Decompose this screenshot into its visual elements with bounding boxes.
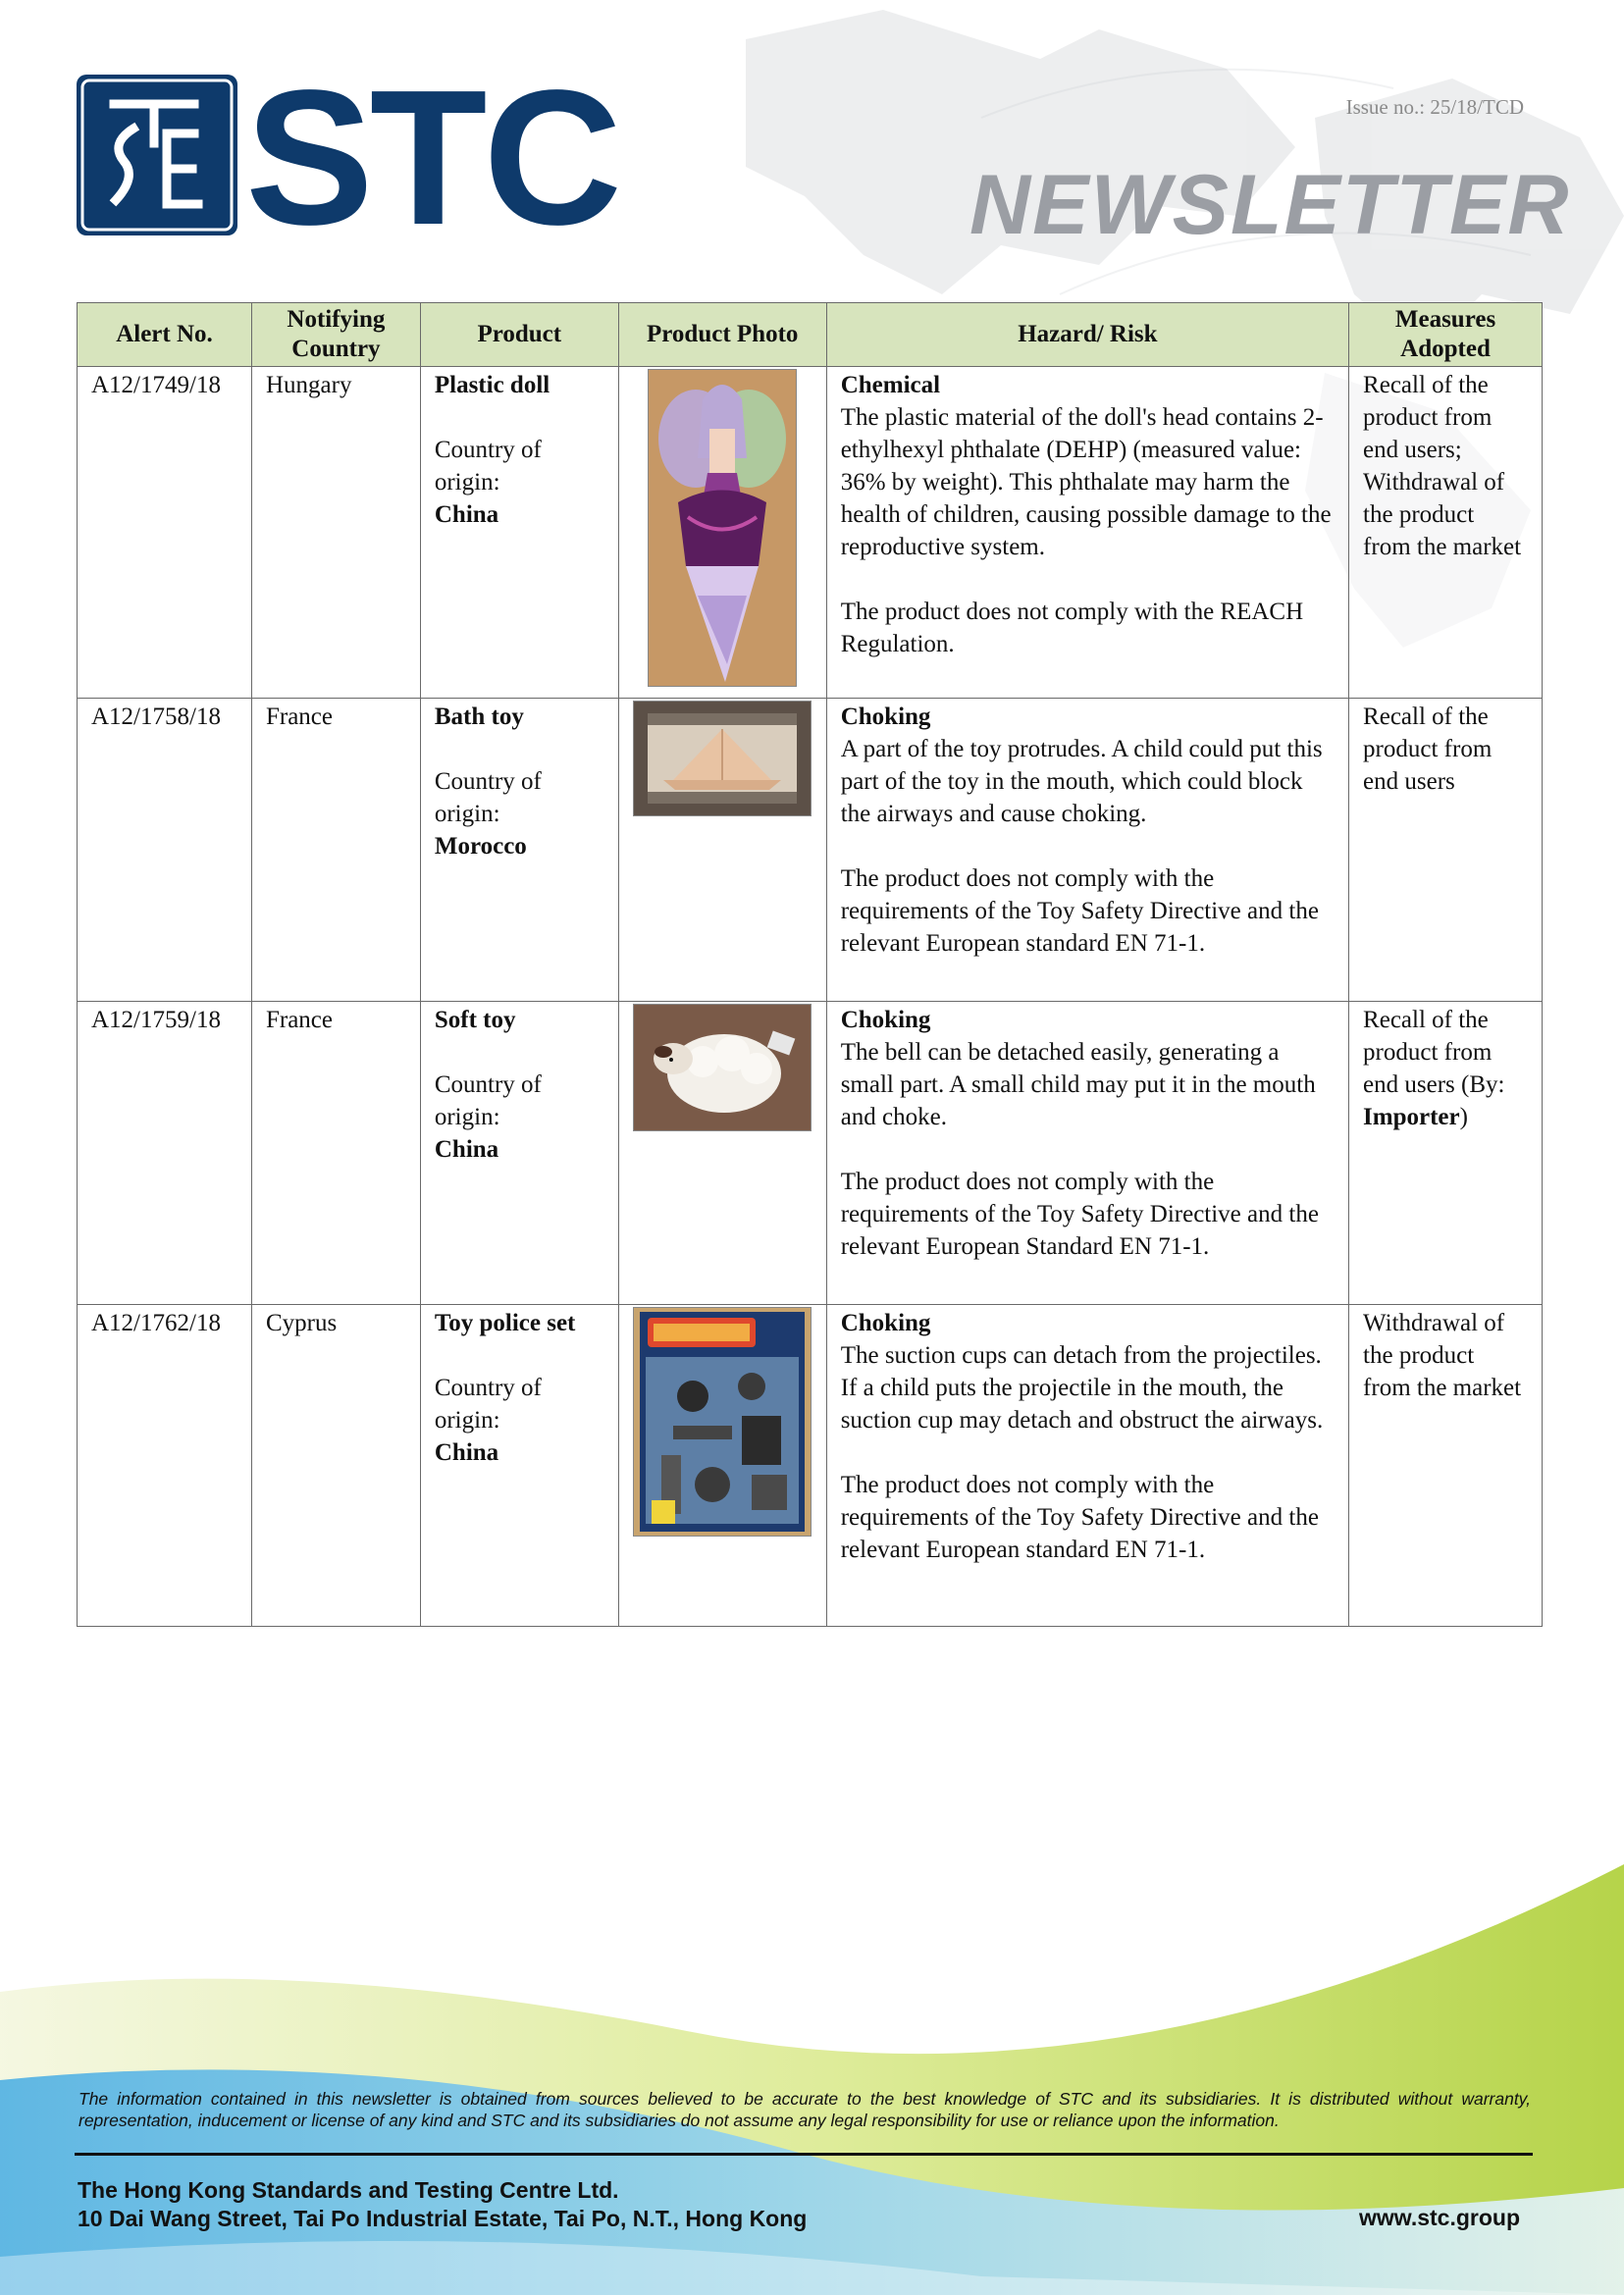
measures-cell bbox=[1349, 1002, 1543, 1305]
stc-logo bbox=[77, 75, 675, 237]
origin-label: Country of origin: bbox=[434, 1071, 542, 1130]
product-photo-cell bbox=[618, 1002, 826, 1305]
hazard-cell bbox=[826, 699, 1348, 1002]
plastic-doll-photo bbox=[648, 369, 797, 687]
measures-text: Recall of the product from end users (By: bbox=[1363, 1007, 1505, 1098]
measures-close-paren: ) bbox=[1459, 1104, 1468, 1130]
newsletter-title: NEWSLETTER bbox=[969, 158, 1571, 252]
company-name: The Hong Kong Standards and Testing Centre Ltd. bbox=[78, 2177, 619, 2203]
issue-number: Issue no.: 25/18/TCD bbox=[1345, 95, 1524, 119]
alert-number: A12/1762/18 bbox=[78, 1305, 252, 1627]
footer-divider bbox=[75, 2153, 1533, 2156]
origin-country: China bbox=[434, 1136, 499, 1163]
table-row bbox=[78, 1002, 1543, 1305]
table-row bbox=[78, 1305, 1543, 1627]
hazard-cell bbox=[826, 367, 1348, 699]
website-link[interactable]: www.stc.group bbox=[1359, 2205, 1520, 2230]
company-info bbox=[78, 2176, 807, 2233]
soft-toy-photo bbox=[633, 1004, 812, 1131]
hazard-title: Chemical bbox=[840, 372, 941, 398]
product-name: Bath toy bbox=[434, 704, 524, 730]
hazard-description: A part of the toy protrudes. A child could put this part of the toy in the mouth, which could block the airways and cause choking. bbox=[840, 736, 1323, 827]
origin-country: Morocco bbox=[434, 833, 527, 860]
compliance-note: The product does not comply with the REACH Regulation. bbox=[840, 599, 1304, 657]
compliance-note: The product does not comply with the requirements of the Toy Safety Directive and the relevant European standard EN 71-1. bbox=[840, 1472, 1319, 1563]
product-name: Soft toy bbox=[434, 1007, 516, 1033]
hazard-cell bbox=[826, 1305, 1348, 1627]
alert-number: A12/1749/18 bbox=[78, 367, 252, 699]
origin-label: Country of origin: bbox=[434, 768, 542, 827]
company-address: 10 Dai Wang Street, Tai Po Industrial Estate, Tai Po, N.T., Hong Kong bbox=[78, 2206, 808, 2231]
measures-text: Recall of the product from end users bbox=[1363, 704, 1493, 795]
hazard-title: Choking bbox=[840, 1310, 931, 1336]
header-product: Product bbox=[420, 303, 618, 367]
measures-importer: Importer bbox=[1363, 1104, 1460, 1130]
notifying-country: France bbox=[251, 699, 420, 1002]
product-photo-cell bbox=[618, 1305, 826, 1627]
measures-text: Withdrawal of the product from the market bbox=[1363, 1310, 1522, 1401]
origin-label: Country of origin: bbox=[434, 1375, 542, 1434]
hazard-title: Choking bbox=[840, 704, 931, 730]
notifying-country: Cyprus bbox=[251, 1305, 420, 1627]
header-notifying-country: Notifying Country bbox=[251, 303, 420, 367]
hazard-description: The plastic material of the doll's head contains 2-ethylhexyl phthalate (DEHP) (measured value: 36% by weight). This phthalate may harm the health of children, causing possible damage to the reproductive system. bbox=[840, 404, 1332, 560]
hazard-cell bbox=[826, 1002, 1348, 1305]
product-name: Plastic doll bbox=[434, 372, 550, 398]
product-photo-cell bbox=[618, 367, 826, 699]
compliance-note: The product does not comply with the requirements of the Toy Safety Directive and the relevant European Standard EN 71-1. bbox=[840, 1169, 1319, 1260]
hazard-description: The suction cups can detach from the projectiles. If a child puts the projectile in the mouth, the suction cup may detach and obstruct the airways. bbox=[840, 1342, 1324, 1434]
svg-text:STC: STC bbox=[245, 75, 618, 237]
hazard-description: The bell can be detached easily, generating a small part. A small child may put it in the mouth and choke. bbox=[840, 1039, 1316, 1130]
table-header-row bbox=[78, 303, 1543, 367]
header-hazard-risk: Hazard/ Risk bbox=[826, 303, 1348, 367]
product-cell bbox=[420, 1305, 618, 1627]
disclaimer: The information contained in this newsletter is obtained from sources believed to be accurate to the best knowledge of STC and its subsidiaries. It is distributed without warranty, representation, inducement or license of any kind and STC and its subsidiaries do not assume any legal responsibility for use or reliance upon the information. bbox=[79, 2089, 1531, 2130]
toy-police-set-photo bbox=[633, 1307, 812, 1537]
notifying-country: Hungary bbox=[251, 367, 420, 699]
product-cell bbox=[420, 367, 618, 699]
table-row bbox=[78, 367, 1543, 699]
compliance-note: The product does not comply with the requirements of the Toy Safety Directive and the relevant European standard EN 71-1. bbox=[840, 865, 1319, 957]
origin-country: China bbox=[434, 1439, 499, 1466]
alert-number: A12/1758/18 bbox=[78, 699, 252, 1002]
measures-cell bbox=[1349, 367, 1543, 699]
hazard-title: Choking bbox=[840, 1007, 931, 1033]
product-name: Toy police set bbox=[434, 1310, 576, 1336]
header-measures-adopted: Measures Adopted bbox=[1349, 303, 1543, 367]
bath-toy-photo bbox=[633, 701, 812, 816]
origin-country: China bbox=[434, 501, 499, 528]
measures-cell bbox=[1349, 1305, 1543, 1627]
origin-label: Country of origin: bbox=[434, 437, 542, 496]
product-cell bbox=[420, 699, 618, 1002]
alert-number: A12/1759/18 bbox=[78, 1002, 252, 1305]
notifying-country: France bbox=[251, 1002, 420, 1305]
measures-cell bbox=[1349, 699, 1543, 1002]
table-row bbox=[78, 699, 1543, 1002]
measures-text: Recall of the product from end users; Withdrawal of the product from the market bbox=[1363, 372, 1522, 560]
alert-table bbox=[77, 302, 1543, 1627]
product-photo-cell bbox=[618, 699, 826, 1002]
header-product-photo: Product Photo bbox=[618, 303, 826, 367]
header-alert-no: Alert No. bbox=[78, 303, 252, 367]
product-cell bbox=[420, 1002, 618, 1305]
